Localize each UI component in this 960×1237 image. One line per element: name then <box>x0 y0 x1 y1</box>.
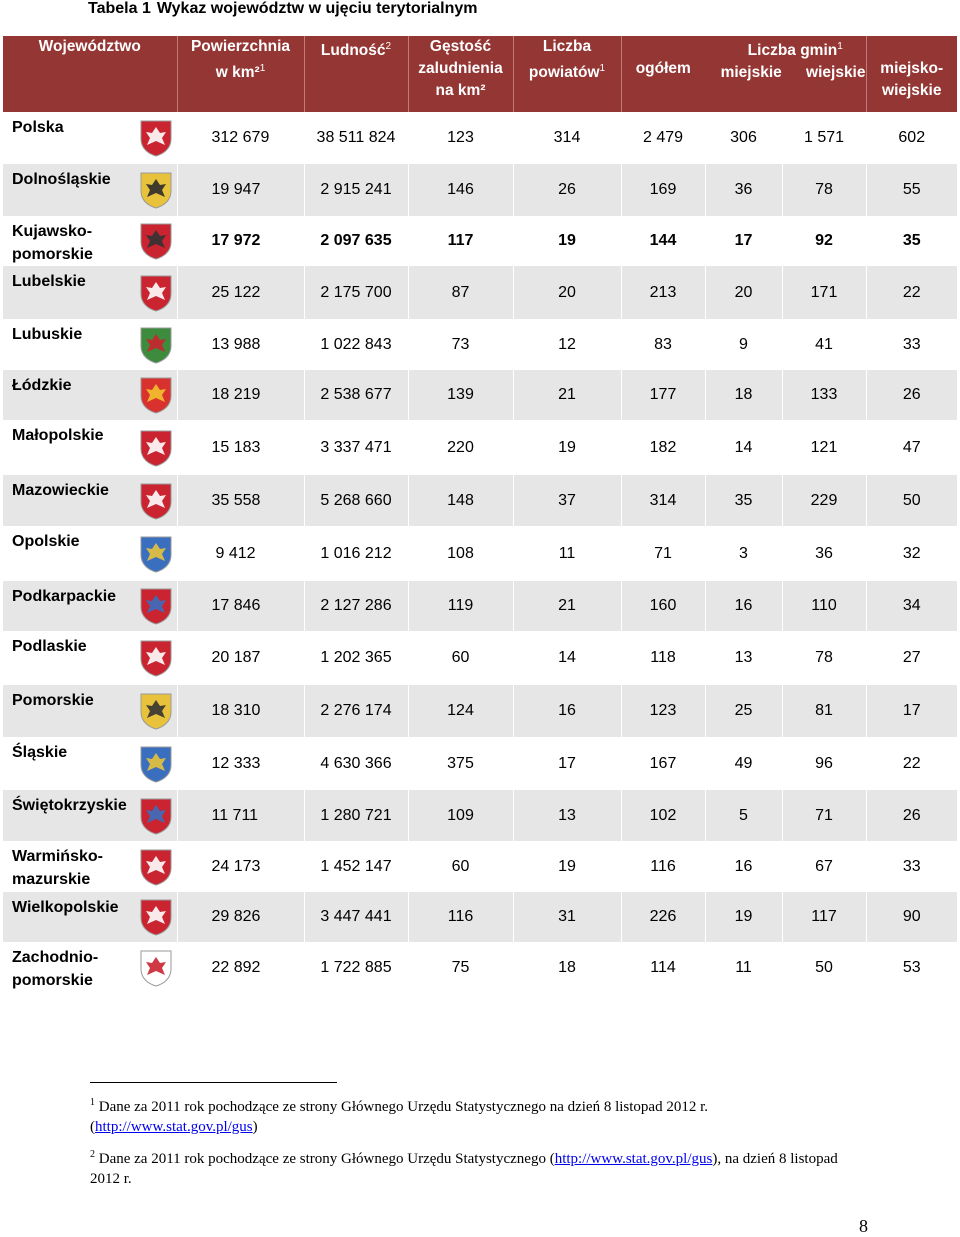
caption-label: Tabela 1 <box>88 0 151 17</box>
cell-mw: 26 <box>866 790 957 841</box>
cell-density: 117 <box>408 216 513 266</box>
table-row <box>3 319 957 370</box>
cell-powiaty: 12 <box>513 319 621 370</box>
cell-wiejskie: 171 <box>782 266 866 319</box>
region-name: Małopolskie <box>12 427 104 444</box>
cell-area: 17 846 <box>177 581 304 631</box>
cell-miejskie: 16 <box>705 581 782 631</box>
cell-area: 25 122 <box>177 266 304 319</box>
warminsko-mazurskie-crest-icon <box>139 848 173 886</box>
region-name-cell <box>3 892 177 942</box>
lubelskie-crest-icon <box>139 274 173 312</box>
header-miejsko-wiejskie: miejsko- wiejskie <box>866 36 957 112</box>
cell-wiejskie: 50 <box>782 942 866 994</box>
table-row <box>3 164 957 216</box>
cell-gminy: 177 <box>621 370 705 420</box>
cell-mw: 26 <box>866 370 957 420</box>
cell-powiaty: 19 <box>513 420 621 475</box>
cell-area: 24 173 <box>177 841 304 892</box>
cell-pop: 2 175 700 <box>304 266 408 319</box>
cell-area: 19 947 <box>177 164 304 216</box>
region-name: Pomorskie <box>12 692 94 709</box>
footnote-2: $^2$ Dane za 2011 rok pochodzące ze strony Głównego Urzędu Statystycznego (http://www.stat.gov.pl/gus), na dzień 8 listopad 2012 r. <box>90 1149 838 1187</box>
cell-mw: 22 <box>866 737 957 790</box>
region-name-cell <box>3 319 177 370</box>
cell-gminy: 314 <box>621 475 705 526</box>
table-row <box>3 266 957 319</box>
cell-gminy: 102 <box>621 790 705 841</box>
cell-pop: 1 022 843 <box>304 319 408 370</box>
cell-area: 22 892 <box>177 942 304 994</box>
cell-area: 18 310 <box>177 685 304 737</box>
podkarpackie-crest-icon <box>139 587 173 625</box>
cell-area: 18 219 <box>177 370 304 420</box>
header-gminy-title: Liczba gmin$^1$ <box>747 41 843 59</box>
region-name: Warmińsko- <box>12 848 103 865</box>
cell-pop: 4 630 366 <box>304 737 408 790</box>
table-header-row <box>3 36 957 112</box>
cell-miejskie: 14 <box>705 420 782 475</box>
slaskie-crest-icon <box>139 745 173 783</box>
region-name-cell <box>3 942 177 994</box>
table-row <box>3 631 957 685</box>
region-name-cell <box>3 841 177 892</box>
cell-wiejskie: 121 <box>782 420 866 475</box>
table-row <box>3 216 957 266</box>
cell-gminy: 144 <box>621 216 705 266</box>
region-name-cell <box>3 631 177 685</box>
header-powierzchnia: Powierzchnia w km²$^1$ <box>177 36 304 112</box>
swietokrzyskie-crest-icon <box>139 797 173 835</box>
cell-miejskie: 18 <box>705 370 782 420</box>
cell-area: 17 972 <box>177 216 304 266</box>
header-gestosc: Gęstość zaludnienia na km² <box>408 36 513 112</box>
cell-powiaty: 21 <box>513 370 621 420</box>
cell-miejskie: 13 <box>705 631 782 685</box>
region-name: Lubelskie <box>12 273 86 290</box>
dolnoslaskie-crest-icon <box>139 171 173 209</box>
cell-area: 312 679 <box>177 112 304 164</box>
lubuskie-crest-icon <box>139 326 173 364</box>
pomorskie-crest-icon <box>139 692 173 730</box>
opolskie-crest-icon <box>139 535 173 573</box>
cell-powiaty: 11 <box>513 526 621 581</box>
cell-area: 12 333 <box>177 737 304 790</box>
voivodeships-table <box>3 36 957 994</box>
cell-mw: 53 <box>866 942 957 994</box>
cell-pop: 2 915 241 <box>304 164 408 216</box>
cell-mw: 34 <box>866 581 957 631</box>
region-name: pomorskie <box>12 246 93 263</box>
cell-wiejskie: 78 <box>782 164 866 216</box>
region-name: Polska <box>12 119 64 136</box>
cell-mw: 47 <box>866 420 957 475</box>
cell-density: 75 <box>408 942 513 994</box>
cell-gminy: 114 <box>621 942 705 994</box>
cell-powiaty: 14 <box>513 631 621 685</box>
cell-miejskie: 5 <box>705 790 782 841</box>
wielkopolskie-crest-icon <box>139 898 173 936</box>
cell-pop: 5 268 660 <box>304 475 408 526</box>
cell-wiejskie: 67 <box>782 841 866 892</box>
cell-miejskie: 20 <box>705 266 782 319</box>
cell-mw: 17 <box>866 685 957 737</box>
table-caption <box>88 0 478 18</box>
cell-gminy: 160 <box>621 581 705 631</box>
table-row <box>3 685 957 737</box>
cell-powiaty: 26 <box>513 164 621 216</box>
table-row <box>3 475 957 526</box>
cell-density: 220 <box>408 420 513 475</box>
cell-pop: 2 097 635 <box>304 216 408 266</box>
zachodniopomorskie-crest-icon <box>139 949 173 987</box>
cell-miejskie: 16 <box>705 841 782 892</box>
header-powiaty: Liczba powiatów$^1$ <box>513 36 621 112</box>
cell-density: 139 <box>408 370 513 420</box>
header-ludnosc: Ludność$^2$ <box>304 36 408 112</box>
cell-wiejskie: 110 <box>782 581 866 631</box>
cell-pop: 1 016 212 <box>304 526 408 581</box>
cell-density: 148 <box>408 475 513 526</box>
cell-density: 124 <box>408 685 513 737</box>
region-name: mazurskie <box>12 871 91 888</box>
region-name: Lubuskie <box>12 326 83 343</box>
cell-density: 119 <box>408 581 513 631</box>
cell-area: 13 988 <box>177 319 304 370</box>
cell-density: 375 <box>408 737 513 790</box>
region-name-cell <box>3 420 177 475</box>
cell-powiaty: 21 <box>513 581 621 631</box>
region-name-cell <box>3 164 177 216</box>
cell-pop: 2 538 677 <box>304 370 408 420</box>
cell-pop: 1 722 885 <box>304 942 408 994</box>
kujawsko-pomorskie-crest-icon <box>139 222 173 260</box>
cell-density: 146 <box>408 164 513 216</box>
cell-density: 73 <box>408 319 513 370</box>
region-name-cell <box>3 112 177 164</box>
cell-miejskie: 19 <box>705 892 782 942</box>
cell-gminy: 71 <box>621 526 705 581</box>
region-name: Opolskie <box>12 533 80 550</box>
table-row <box>3 737 957 790</box>
table-row <box>3 370 957 420</box>
cell-gminy: 169 <box>621 164 705 216</box>
table-row <box>3 581 957 631</box>
region-name-cell <box>3 475 177 526</box>
cell-wiejskie: 81 <box>782 685 866 737</box>
region-name: pomorskie <box>12 972 93 989</box>
cell-powiaty: 314 <box>513 112 621 164</box>
region-name: Łódzkie <box>12 377 72 394</box>
cell-wiejskie: 229 <box>782 475 866 526</box>
cell-area: 20 187 <box>177 631 304 685</box>
cell-area: 11 711 <box>177 790 304 841</box>
region-name: Zachodnio- <box>12 949 99 966</box>
cell-miejskie: 306 <box>705 112 782 164</box>
cell-density: 108 <box>408 526 513 581</box>
cell-miejskie: 9 <box>705 319 782 370</box>
cell-miejskie: 11 <box>705 942 782 994</box>
cell-area: 15 183 <box>177 420 304 475</box>
region-name-cell <box>3 737 177 790</box>
cell-miejskie: 17 <box>705 216 782 266</box>
cell-mw: 50 <box>866 475 957 526</box>
region-name: Śląskie <box>12 744 68 761</box>
region-name: Dolnośląskie <box>12 171 111 188</box>
region-name: Kujawsko- <box>12 223 93 240</box>
cell-miejskie: 36 <box>705 164 782 216</box>
cell-mw: 22 <box>866 266 957 319</box>
cell-powiaty: 20 <box>513 266 621 319</box>
cell-wiejskie: 96 <box>782 737 866 790</box>
region-name: Mazowieckie <box>12 482 109 499</box>
region-name: Podkarpackie <box>12 588 117 605</box>
region-name: Wielkopolskie <box>12 899 119 916</box>
cell-powiaty: 16 <box>513 685 621 737</box>
table-row <box>3 420 957 475</box>
region-name-cell <box>3 266 177 319</box>
table-row <box>3 790 957 841</box>
cell-gminy: 167 <box>621 737 705 790</box>
cell-density: 123 <box>408 112 513 164</box>
cell-gminy: 2 479 <box>621 112 705 164</box>
cell-pop: 1 280 721 <box>304 790 408 841</box>
cell-gminy: 116 <box>621 841 705 892</box>
cell-mw: 602 <box>866 112 957 164</box>
cell-density: 60 <box>408 631 513 685</box>
cell-powiaty: 37 <box>513 475 621 526</box>
cell-wiejskie: 117 <box>782 892 866 942</box>
poland-eagle-icon <box>139 119 173 157</box>
region-name: Świętokrzyskie <box>12 797 127 814</box>
cell-miejskie: 35 <box>705 475 782 526</box>
cell-powiaty: 31 <box>513 892 621 942</box>
page-number: 8 <box>859 1216 868 1236</box>
cell-pop: 2 276 174 <box>304 685 408 737</box>
cell-gminy: 182 <box>621 420 705 475</box>
cell-mw: 35 <box>866 216 957 266</box>
cell-density: 60 <box>408 841 513 892</box>
header-wiejskie: wiejskie <box>806 64 866 81</box>
cell-pop: 38 511 824 <box>304 112 408 164</box>
region-name: Podlaskie <box>12 638 87 655</box>
region-name-cell <box>3 790 177 841</box>
header-gminy-ogolem: ogółem <box>621 36 705 112</box>
lodzkie-crest-icon <box>139 376 173 414</box>
cell-pop: 3 447 441 <box>304 892 408 942</box>
cell-area: 9 412 <box>177 526 304 581</box>
cell-pop: 1 452 147 <box>304 841 408 892</box>
cell-powiaty: 19 <box>513 841 621 892</box>
podlaskie-crest-icon <box>139 639 173 677</box>
cell-powiaty: 18 <box>513 942 621 994</box>
footnote-separator <box>90 1082 337 1083</box>
cell-miejskie: 49 <box>705 737 782 790</box>
cell-gminy: 123 <box>621 685 705 737</box>
cell-wiejskie: 36 <box>782 526 866 581</box>
cell-density: 116 <box>408 892 513 942</box>
caption-title: Wykaz województw w ujęciu terytorialnym <box>156 0 478 17</box>
cell-area: 35 558 <box>177 475 304 526</box>
region-name-cell <box>3 685 177 737</box>
cell-wiejskie: 71 <box>782 790 866 841</box>
region-name-cell <box>3 216 177 266</box>
footnote-2-link[interactable]: http://www.stat.gov.pl/gus <box>554 1151 713 1167</box>
cell-mw: 55 <box>866 164 957 216</box>
table-row <box>3 892 957 942</box>
malopolskie-crest-icon <box>139 429 173 467</box>
cell-wiejskie: 1 571 <box>782 112 866 164</box>
cell-wiejskie: 41 <box>782 319 866 370</box>
cell-gminy: 83 <box>621 319 705 370</box>
cell-area: 29 826 <box>177 892 304 942</box>
cell-wiejskie: 133 <box>782 370 866 420</box>
cell-density: 87 <box>408 266 513 319</box>
header-wojewodztwo: Województwo <box>3 36 177 112</box>
mazowieckie-crest-icon <box>139 482 173 520</box>
table-row <box>3 841 957 892</box>
cell-pop: 1 202 365 <box>304 631 408 685</box>
cell-wiejskie: 78 <box>782 631 866 685</box>
cell-density: 109 <box>408 790 513 841</box>
table-row <box>3 112 957 164</box>
table-row <box>3 526 957 581</box>
cell-wiejskie: 92 <box>782 216 866 266</box>
cell-mw: 90 <box>866 892 957 942</box>
cell-powiaty: 13 <box>513 790 621 841</box>
cell-mw: 33 <box>866 319 957 370</box>
cell-mw: 32 <box>866 526 957 581</box>
cell-miejskie: 25 <box>705 685 782 737</box>
table-row <box>3 942 957 994</box>
cell-mw: 33 <box>866 841 957 892</box>
footnote-1-link[interactable]: http://www.stat.gov.pl/gus <box>95 1119 253 1135</box>
header-gminy-group <box>705 36 866 112</box>
cell-gminy: 118 <box>621 631 705 685</box>
region-name-cell <box>3 526 177 581</box>
cell-gminy: 213 <box>621 266 705 319</box>
cell-powiaty: 19 <box>513 216 621 266</box>
footnotes <box>90 1082 850 1197</box>
cell-miejskie: 3 <box>705 526 782 581</box>
region-name-cell <box>3 581 177 631</box>
cell-pop: 3 337 471 <box>304 420 408 475</box>
header-miejskie: miejskie <box>720 64 782 81</box>
cell-powiaty: 17 <box>513 737 621 790</box>
footnote-1: $^1$ Dane za 2011 rok pochodzące ze strony Głównego Urzędu Statystycznego na dzień 8 listopad 2012 r. (http://www.stat.gov.pl/gus) <box>90 1097 709 1135</box>
cell-mw: 27 <box>866 631 957 685</box>
region-name-cell <box>3 370 177 420</box>
cell-pop: 2 127 286 <box>304 581 408 631</box>
cell-gminy: 226 <box>621 892 705 942</box>
